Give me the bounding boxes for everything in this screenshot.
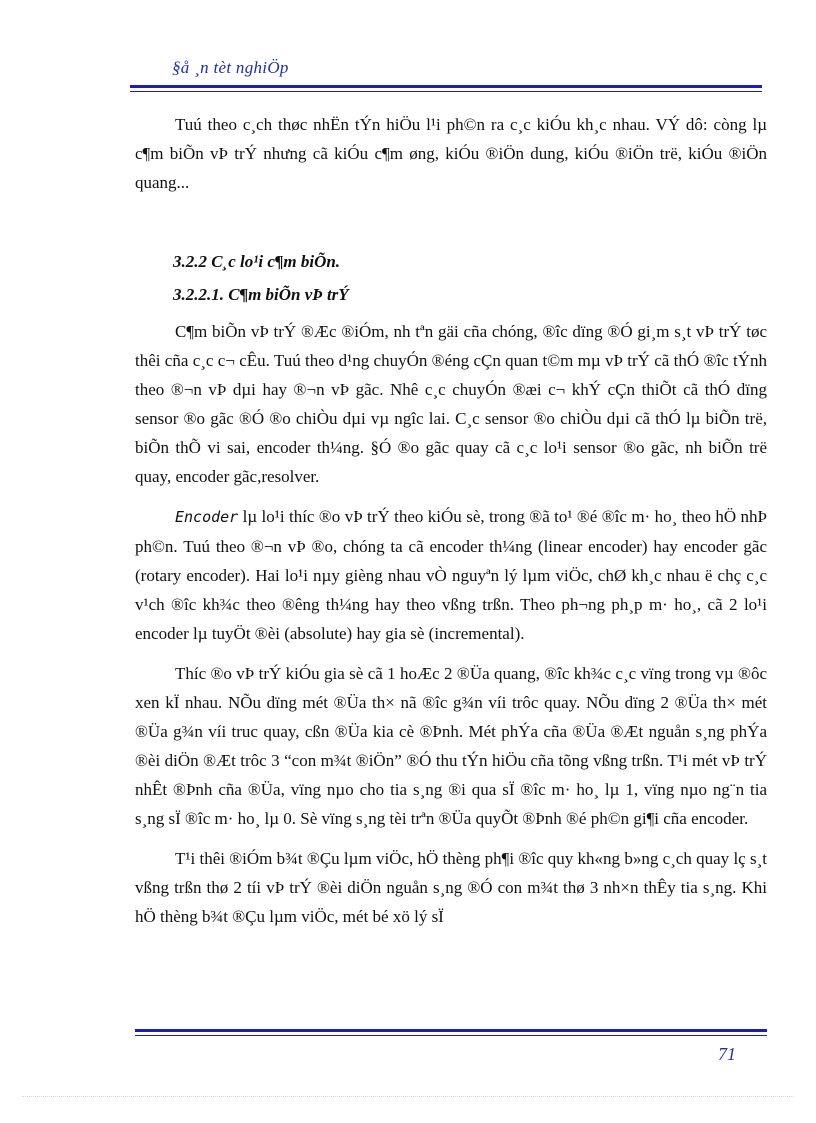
header-title: §å ¸n tèt nghiÖp (172, 58, 289, 77)
paragraph: T¹i thêi ®iÓm b¾t ®Çu lµm viÖc, hÖ thèng ph¶i ®îc quy kh«ng b»ng c¸ch quay lç s¸t vßng trßn thø 2 tíi vÞ trÝ ®èi diÖn nguån s¸ng ®Ó con m¾t thø 3 nh×n thÊy tia s¸ng. Khi hÖ thèng b¾t ®Çu lµm viÖc, mét bé xö lý sÏ (135, 849, 767, 926)
paragraph: C¶m biÕn vÞ trÝ ®Æc ®iÓm, nh tªn gäi cña chóng, ®îc dïng ®Ó gi¸m s¸t vÞ trÝ tøc thêi cña c¸c c¬ cÊu. Tuú theo d¹ng chuyÓn ®éng cÇn quan t©m mµ vÞ trÝ cã thÓ ®îc tÝnh theo ®¬n vÞ dµi hay ®¬n vÞ gãc. Nhê c¸c chuyÓn ®æi c¬ khÝ cÇn thiÕt cã thÓ dïng sensor ®o gãc ®Ó ®o chiÒu dµi vµ ngîc lai. C¸c sensor ®o chiÒu dµi cã thÓ lµ biÕn trë, biÕn thÕ vi sai, encoder th¼ng. §Ó ®o gãc quay cã c¸c lo¹i sensor ®o gãc, nh biÕn trë quay, encoder gãc,resolver. (135, 322, 767, 486)
page-number: 71 (718, 1044, 736, 1064)
footer-rule (135, 1029, 767, 1036)
encoder-term: Encoder (175, 508, 239, 526)
paragraph: Thíc ®o vÞ trÝ kiÓu gia sè cã 1 hoÆc 2 ®Üa quang, ®îc kh¾c c¸c vïng trong vµ ®ôc xen kÏ nhau. NÕu dïng mét ®Üa th× nã ®îc g¾n víi trôc quay. NÕu dïng 2 ®Üa th× mét ®Üa g¾n víi truc quay, cßn ®Üa kia cè ®Þnh. Mét phÝa cña ®Üa ®Æt nguån s¸ng phÝa ®èi diÖn ®Æt trôc 3 “con m¾t ®iÖn” ®Ó thu tÝn hiÖu cña tõng vßng trßn. T¹i mét vÞ trÝ nhÊt ®Þnh cña ®Üa, vïng nµo cho tia s¸ng ®i qua sÏ ®îc m· ho¸ lµ 1, vïng nµo ng¨n tia s¸ng sÏ ®îc m· ho¸ lµ 0. Sè vïng s¸ng tèi trªn ®Üa quyÕt ®Þnh ®é ph©n gi¶i cña encoder. (135, 664, 767, 828)
paragraph: Tuú theo c¸ch thøc nhËn tÝn hiÖu l¹i ph©n ra c¸c kiÓu kh¸c nhau. VÝ dô: còng lµ c¶m biÕn vÞ trÝ nhưng cã kiÓu c¶m øng, kiÓu ®iÖn dung, kiÓu ®iÖn trë, kiÓu ®iÖn quang... (135, 115, 767, 192)
page-edge-divider (22, 1096, 794, 1097)
section-heading: 3.2.2 C¸c lo¹i c¶m biÕn. (173, 252, 341, 271)
subsection-heading: 3.2.2.1. C¶m biÕn vÞ trÝ (173, 285, 349, 304)
paragraph-text: lµ lo¹i thíc ®o vÞ trÝ theo kiÓu sè, trong ®ã to¹ ®é ®îc m· ho¸ theo hÖ nhÞ ph©n. Tuú theo ®¬n vÞ ®o, chóng ta cã encoder th¼ng (linear encoder) hay encoder gãc (rotary encoder). Hai lo¹i nµy gièng nhau vÒ nguyªn lý lµm viÖc, chØ kh¸c nhau ë chç c¸c v¹ch ®îc kh¾c theo ®êng th¼ng hay theo vßng trßn. Theo ph¬ng ph¸p m· ho¸, cã 2 lo¹i encoder lµ tuyÖt ®èi (absolute) hay gia sè (incremental). (135, 507, 767, 643)
header-rule (130, 85, 762, 92)
paragraph (135, 502, 767, 648)
body-text (135, 110, 767, 931)
